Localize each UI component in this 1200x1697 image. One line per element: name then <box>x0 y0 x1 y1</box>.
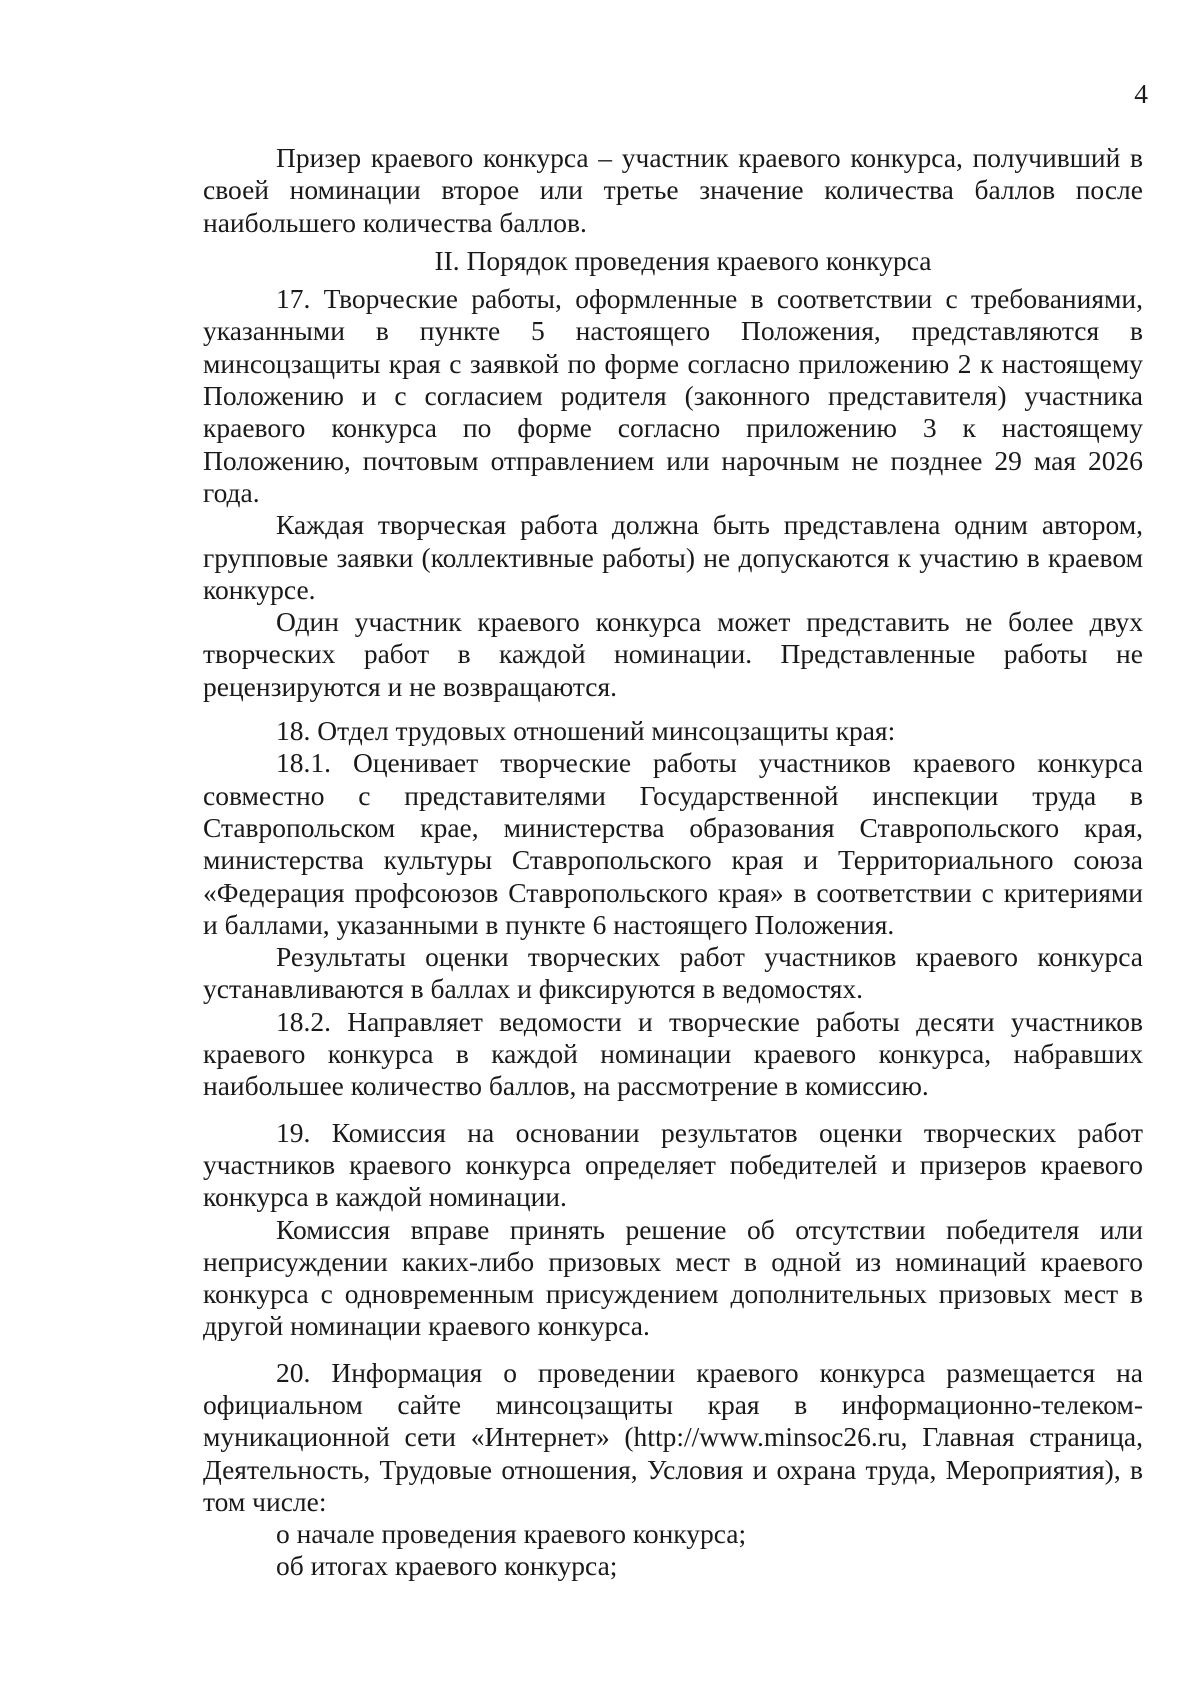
paragraph-17-limit: Один участник краевого конкурса может представить не более двух творческих работ в каждой номинации. Представленные работы не рецензируются и не возвращаются. <box>203 606 1143 702</box>
paragraph-18-2: 18.2. Направляет ведомости и творческие работы десяти участников краевого конкурса в каждой номинации краевого конкурса, набравших наибольшее количество баллов, на рассмотрение в комиссию. <box>203 1005 1143 1102</box>
paragraph-18-1: 18.1. Оценивает творческие работы участников краевого конкурса совместно с представителями Государственной инспекции труда в Ставропольском крае, министерства образования Ставропольского края, министерства культуры Ставропольского края и Территориального союза «Федерация профсоюзов Ставропольского края» в соответствии с критериями и баллами, указанными в пункте 6 настоящего Положения. <box>203 747 1143 940</box>
page-number: 4 <box>1134 78 1148 109</box>
paragraph-19: 19. Комиссия на основании результатов оценки творческих работ участников краевого конкурса определяет победителей и призеров краевого конкурса в каждой номинации. <box>203 1116 1143 1213</box>
paragraph-prize-winner: Призер краевого конкурса – участник краевого конкурса, получивший в своей номинации второе или третье значение количества баллов после наибольшего количества баллов. <box>203 142 1143 238</box>
section-heading: II. Порядок проведения краевого конкурса <box>434 244 932 276</box>
list-item: об итогах краевого конкурса; <box>276 1550 618 1582</box>
paragraph-17: 17. Творческие работы, оформленные в соответствии с требованиями, указанными в пункте 5 настоящего Положения, представляются в минсоцзащиты края с заявкой по форме согласно приложению 2 к настоящему Положению и с согласием родителя (законного представителя) участника краевого конкурса по форме согласно приложению 3 к настоящему Положению, почтовым отправлением или нарочным не позднее 29 мая 2026 года. <box>203 283 1143 508</box>
paragraph-17-authorship: Каждая творческая работа должна быть представлена одним автором, групповые заявки (коллективные работы) не допускаются к участию в краевом конкурсе. <box>203 509 1143 605</box>
paragraph-18: 18. Отдел трудовых отношений минсоцзащиты края: <box>276 715 896 747</box>
paragraph-20: 20. Информация о проведении краевого конкурса размещается на официальном сайте минсоцзащиты края в информационно-телеком-муникационной сети «Интернет» (http://www.minsoc26.ru, Главная страница, Деятельность, Трудовые отношения, Условия и охрана труда, Мероприятия), в том числе: <box>203 1356 1143 1517</box>
paragraph-18-1-results: Результаты оценки творческих работ участников краевого конкурса устанавливаются в баллах и фиксируются в ведомостях. <box>203 941 1143 1005</box>
list-item: о начале проведения краевого конкурса; <box>276 1518 747 1550</box>
paragraph-19-commission: Комиссия вправе принять решение об отсутствии победителя или неприсуждении каких-либо призовых мест в одной из номинаций краевого конкурса с одновременным присуждением дополнительных призовых мест в другой номинации краевого конкурса. <box>203 1213 1143 1342</box>
